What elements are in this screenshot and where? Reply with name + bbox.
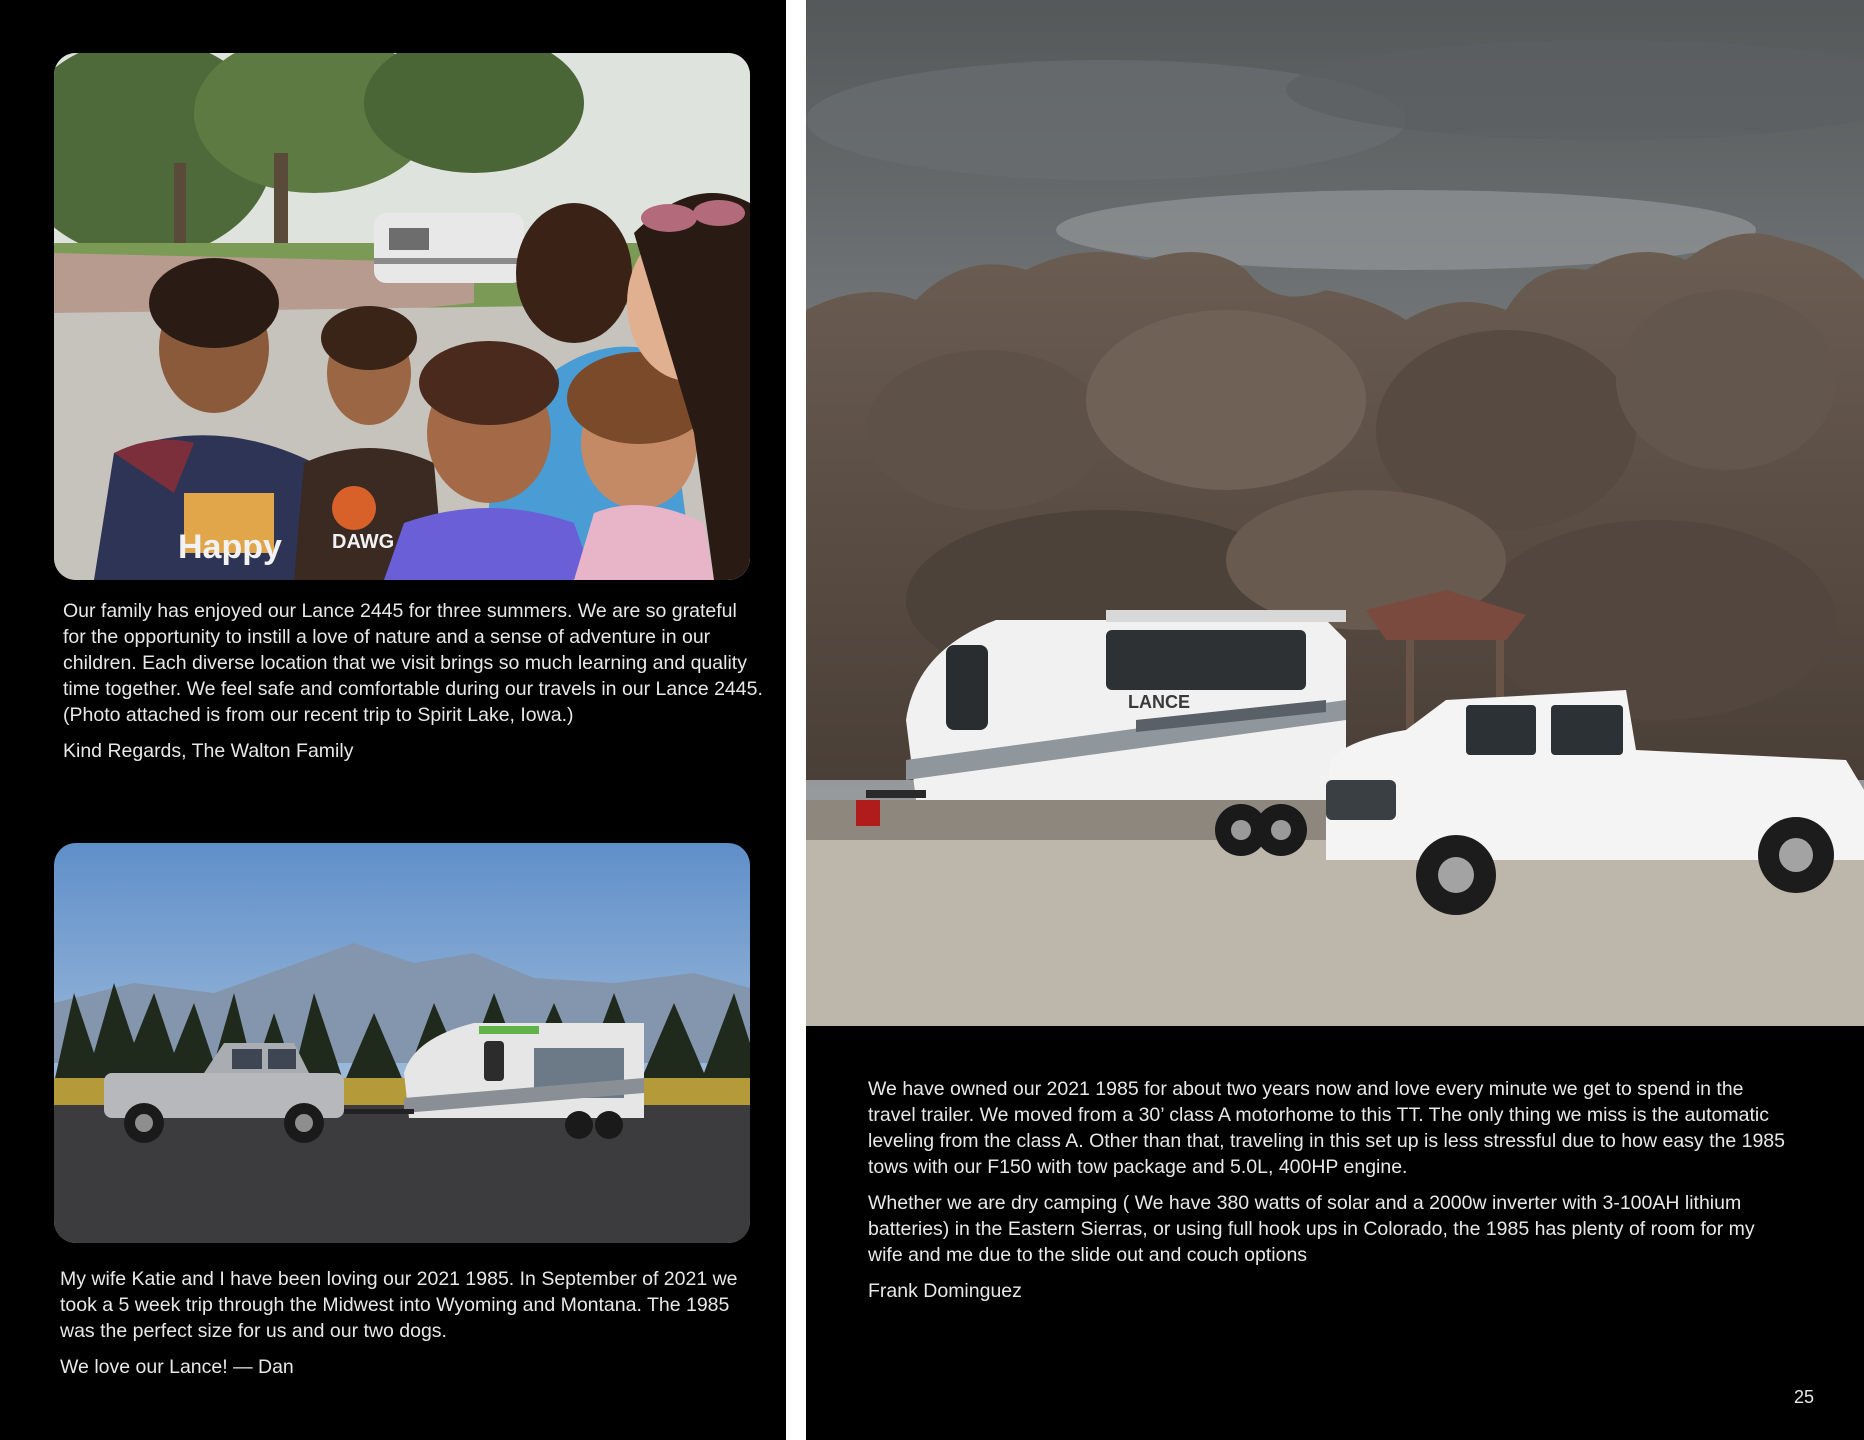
rock-formation-photo bbox=[806, 0, 1864, 1026]
shirt-text-happy: Happy bbox=[178, 528, 282, 566]
trailer-mountain-photo bbox=[54, 843, 750, 1243]
trailer-logo: LANCE bbox=[1128, 692, 1190, 712]
trailer-mountain-illustration bbox=[54, 843, 750, 1243]
story3-body-1: We have owned our 2021 1985 for about two years now and love every minute we get to spend in the travel trailer. We moved from a 30’ class A motorhome to this TT. The only thing we miss is the automatic leveling from the class A. Other than that, traveling in this set up is less stressful due to how easy the 1985 tows with our F150 with tow package and 5.0L, 400HP engine. bbox=[868, 1078, 1785, 1178]
shirt-text-dawg: DAWG bbox=[332, 531, 395, 553]
story3-signoff: Frank Dominguez bbox=[868, 1280, 1022, 1302]
story2-signoff: We love our Lance! — Dan bbox=[60, 1356, 294, 1378]
story1-body: Our family has enjoyed our Lance 2445 for three summers. We are so grateful for the opportunity to instill a love of nature and a sense of adventure in our children. Each diverse location that we visit brings so much learning and quality time together. We feel safe and comfortable during our travels in our Lance 2445. (Photo attached is from our recent trip to Spirit Lake, Iowa.) bbox=[63, 600, 763, 726]
page-number: 25 bbox=[1793, 1387, 1814, 1407]
story3-caption bbox=[868, 1076, 1788, 1314]
left-page bbox=[0, 0, 786, 1440]
story1-caption bbox=[63, 598, 763, 774]
story2-caption bbox=[60, 1266, 760, 1390]
page-gutter bbox=[786, 0, 806, 1440]
family-photo bbox=[54, 53, 750, 580]
story3-body-2: Whether we are dry camping ( We have 380 watts of solar and a 2000w inverter with 3-100AH lithium batteries) in the Eastern Sierras, or using full hook ups in Colorado, the 1985 has plenty of room for my wife and me due to the slide out and couch options bbox=[868, 1192, 1755, 1266]
story1-signoff: Kind Regards, The Walton Family bbox=[63, 740, 354, 762]
story2-body: My wife Katie and I have been loving our 2021 1985. In September of 2021 we took a 5 week trip through the Midwest into Wyoming and Montana. The 1985 was the perfect size for us and our two dogs. bbox=[60, 1268, 738, 1342]
family-photo-illustration bbox=[54, 53, 750, 580]
rock-formation-illustration bbox=[806, 0, 1864, 1026]
right-page bbox=[806, 0, 1864, 1440]
